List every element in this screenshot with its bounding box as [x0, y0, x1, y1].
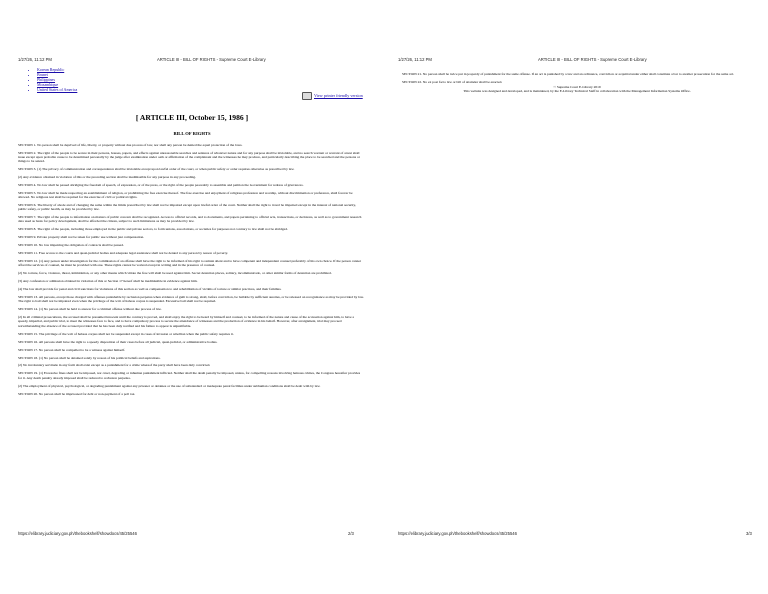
related-link[interactable]: • Brunei [37, 72, 77, 77]
printer-icon [302, 92, 312, 100]
pdf-page-3 [384, 0, 768, 594]
section-paragraph: SECTION 11. Free access to the courts and quasi-judicial bodies and adequate legal assistance shall not be denied to any person by reason of poverty. [18, 251, 228, 256]
related-link[interactable]: • Mozambique [37, 82, 77, 87]
section-paragraph: SECTION 17. No person shall be compelled to be a witness against himself. [18, 347, 126, 352]
article-body [18, 143, 364, 400]
section-paragraph: SECTION 4. No law shall be passed abridging the freedom of speech, of expression, or of the press, or the right of the people peaceably to assemble and petition the Government for redress of grievances. [18, 183, 304, 188]
section-paragraph: (4) The law shall provide for penal and civil sanctions for violations of this section as well as compensation to and rehabilitation of victims of torture or similar practices, and their families. [18, 287, 282, 292]
section-paragraph: SECTION 7. The right of the people to information on matters of public concern shall be recognized. Access to official records, and to documents, and papers pertaining to official acts, transactions, or decisions, as well as to government research data used as basis for policy development, shall be afforded the citizen, subject to such limitations as may be provided by law. [18, 215, 362, 224]
section-paragraph: SECTION 18. (1) No person shall be detained solely by reason of his political beliefs and aspirations. [18, 355, 161, 360]
related-link[interactable]: • Korean Republic [37, 67, 77, 72]
section-paragraph: SECTION 9. Private property shall not be taken for public use without just compensation. [18, 235, 145, 240]
related-link[interactable]: • Philippines [37, 77, 77, 82]
site-credit-text: This website was designed and developed, and is maintained, by the E-Library Technical Staff in collaboration with the Management Information Systems Office. [463, 89, 691, 93]
copyright-text: © Supreme Court E-Library 2019 [553, 84, 601, 89]
section-paragraph: (2) Any evidence obtained in violation of this or the preceding section shall be inadmissible for any purpose in any proceeding. [18, 175, 196, 180]
section-paragraph: SECTION 2. The right of the people to be secure in their persons, houses, papers, and effects against unreasonable searches and seizures of whatever nature and for any purpose shall be inviolable, and no search warrant or warrant of arrest shall issue except upon probable cause to be determined personally by the judge after examination under oath or affirmation of the complainant and the witnesses he may produce, and particularly describing the place to be searched and the persons or things to be seized. [18, 150, 360, 164]
section-paragraph: SECTION 6. The liberty of abode and of changing the same within the limits prescribed by law shall not be impaired except upon lawful order of the court. Neither shall the right to travel be impaired except in the interest of national security, public safety, or public health, as may be provided by law. [18, 203, 356, 212]
section-paragraph: SECTION 13. All persons, except those charged with offenses punishable by reclusion perpetua when evidence of guilt is strong, shall, before conviction, be bailable by sufficient sureties, or be released on recognizance as may be provided by law. The right to bail shall not be impaired even when the privilege of the writ of habeas corpus is suspended. Excessive bail shall not be required. [18, 295, 364, 304]
section-paragraph: (2) In all criminal prosecutions, the accused shall be presumed innocent until the contrary is proved, and shall enjoy the right to be heard by himself and counsel, to be informed of the nature and cause of the accusation against him, to have a speedy, impartial, and public trial, to meet the witnesses face to face, and to have compulsory process to secure the attendance of witnesses and the production of evidence in his behalf. However, after arraignment, trial may proceed notwithstanding the absence of the accused provided that he has been duly notified and his failure to appear is unjustifiable. [18, 315, 354, 328]
section-paragraph: SECTION 5. No law shall be made respecting an establishment of religion, or prohibiting the free exercise thereof. The free exercise and enjoyment of religious profession and worship, without discrimination or preference, shall forever be allowed. No religious test shall be required for the exercise of civil or political rights. [18, 191, 353, 200]
section-paragraph: SECTION 8. The right of the people, including those employed in the public and private sectors, to form unions, associations, or societies for purposes not contrary to law shall not be abridged. [18, 227, 288, 232]
section-paragraph: SECTION 15. The privilege of the writ of habeas corpus shall not be suspended except in cases of invasion or rebellion when the public safety requires it. [18, 331, 234, 336]
section-paragraph: SECTION 3. (1) The privacy of communication and correspondence shall be inviolable except upon lawful order of the court, or when public safety or order requires otherwise as prescribed by law. [18, 167, 295, 172]
article-title: [ ARTICLE III, October 15, 1986 ] [135, 113, 249, 122]
header-title: ARTICLE III - BILL OF RIGHTS - Supreme Court E-Library [538, 57, 647, 62]
header-date: 1/27/26, 11:12 PM [398, 57, 432, 62]
article-subtitle: BILL OF RIGHTS [173, 131, 211, 136]
section-paragraph: (2) The employment of physical, psychological, or degrading punishment against any prisoner or detainee or the use of substandard or inadequate penal facilities under subhuman conditions shall be dealt with by law. [18, 383, 321, 388]
section-paragraph: SECTION 22. No ex post facto law or bill of attainder shall be enacted. [402, 80, 503, 85]
section-paragraph: SECTION 21. No person shall be twice put in jeopardy of punishment for the same offense. If an act is punished by a law and an ordinance, conviction or acquittal under either shall constitute a bar to another prosecution for the same act. [402, 72, 735, 76]
related-link[interactable]: • United States of America [37, 87, 77, 92]
section-paragraph: SECTION 1. No person shall be deprived of life, liberty, or property without due process of law, nor shall any person be denied the equal protection of the laws. [18, 143, 243, 147]
section-paragraph: SECTION 14. (1) No person shall be held to answer for a criminal offense without due process of law. [18, 307, 162, 312]
section-paragraph: SECTION 10. No law impairing the obligation of contracts shall be passed. [18, 243, 124, 248]
section-paragraph: (2) No involuntary servitude in any form shall exist except as a punishment for a crime whereof the party shall have been duly convicted. [18, 363, 211, 368]
section-paragraph: SECTION 20. No person shall be imprisoned for debt or non-payment of a poll tax. [18, 391, 136, 396]
printer-friendly-link[interactable] [302, 92, 363, 100]
footer-page-number: 2/3 [348, 531, 354, 536]
section-paragraph: SECTION 19. (1) Excessive fines shall not be imposed, nor cruel, degrading or inhuman punishment inflicted. Neither shall the death penalty be imposed, unless, for compelling reasons involving heinous crimes, the Congress hereafter provides for it. Any death penalty already imposed shall be reduced to reclusion perpetua. [18, 371, 361, 380]
section-paragraph: SECTION 12. (1) Any person under investigation for the commission of an offense shall have the right to be informed of his right to remain silent and to have competent and independent counsel preferably of his own choice. If the person cannot afford the services of counsel, he must be provided with one. These rights cannot be waived except in writing and in the presence of counsel. [18, 259, 362, 268]
related-links [30, 67, 77, 92]
header-title: ARTICLE III - BILL OF RIGHTS - Supreme Court E-Library [157, 57, 266, 62]
header-date: 1/27/26, 11:12 PM [18, 57, 52, 62]
printer-friendly-label: View printer friendly version [314, 92, 363, 98]
article-body-continued [402, 72, 752, 93]
footer-url: https://elibrary.judiciary.gov.ph/thebookshelf/showdocs/45/25546 [398, 531, 517, 536]
footer-url: https://elibrary.judiciary.gov.ph/thebookshelf/showdocs/45/25546 [18, 531, 137, 536]
section-paragraph: (2) No torture, force, violence, threat, intimidation, or any other means which vitiate the free will shall be used against him. Secret detention places, solitary, incommunicado, or other similar forms of detention are prohibited. [18, 271, 332, 276]
section-paragraph: SECTION 16. All persons shall have the right to a speedy disposition of their cases before all judicial, quasi-judicial, or administrative bodies. [18, 339, 218, 344]
section-paragraph: (3) Any confession or admission obtained in violation of this or Section 17 hereof shall be inadmissible in evidence against him. [18, 279, 198, 284]
footer-page-number: 3/3 [746, 531, 752, 536]
